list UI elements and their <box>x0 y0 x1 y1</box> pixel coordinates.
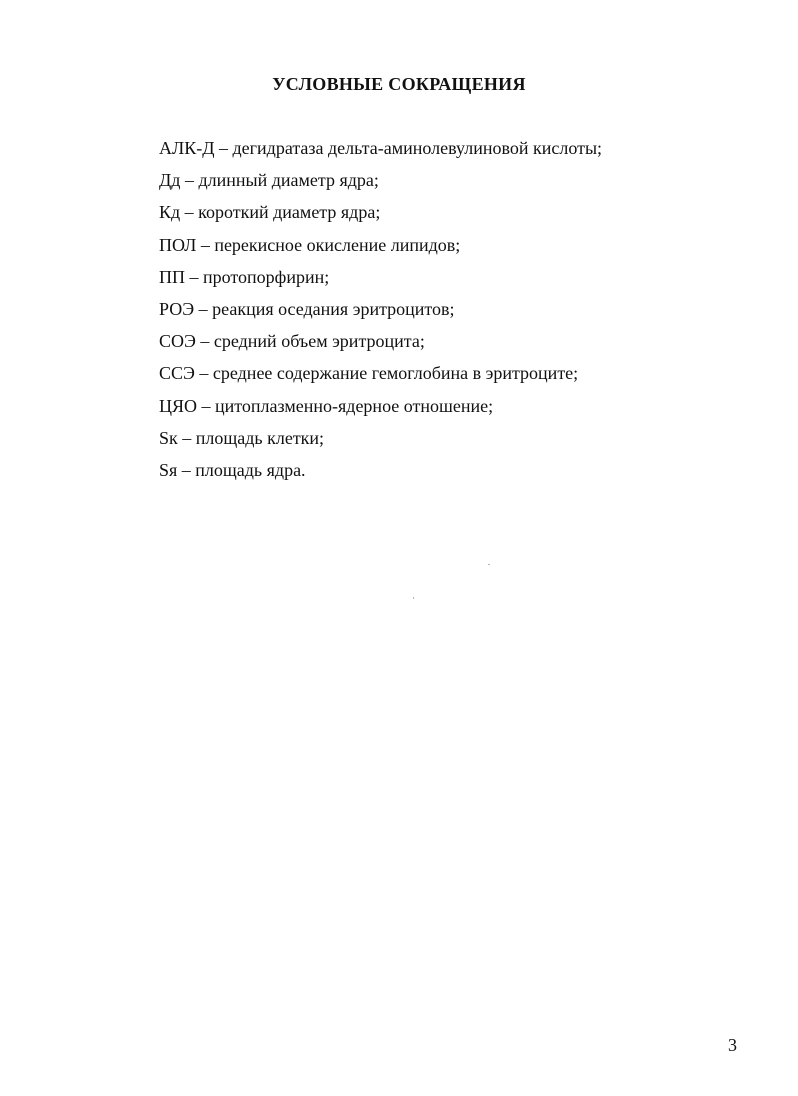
abbreviation-definition: дегидратаза дельта-аминолевулиновой кислоты; <box>232 138 603 158</box>
abbreviation-term: Кд <box>159 202 181 223</box>
scan-speck <box>413 597 414 599</box>
abbreviation-definition: протопорфирин; <box>203 266 330 287</box>
abbreviation-list <box>159 136 759 490</box>
abbreviation-term: ЦЯО <box>159 395 198 416</box>
separator: – <box>197 395 216 416</box>
list-item <box>159 394 759 426</box>
list-item <box>159 458 759 490</box>
abbreviation-term: Sя <box>159 459 178 480</box>
abbreviation-definition: площадь ядра. <box>195 459 306 480</box>
abbreviation-term: ПП <box>159 266 185 287</box>
separator: – <box>185 266 203 287</box>
separator: – <box>194 363 213 384</box>
abbreviation-definition: средний объем эритроцита; <box>213 331 425 352</box>
abbreviation-definition: площадь клетки; <box>195 427 325 448</box>
abbreviation-term: СОЭ <box>159 331 196 352</box>
list-item <box>159 136 759 168</box>
list-item <box>159 297 759 329</box>
abbreviation-term: РОЭ <box>159 298 195 319</box>
separator: – <box>194 298 213 319</box>
separator: – <box>177 459 196 480</box>
scan-speck <box>488 564 490 565</box>
abbreviation-definition: цитоплазменно-ядерное отношение; <box>215 395 494 416</box>
abbreviation-definition: реакция оседания эритроцитов; <box>212 298 455 319</box>
list-item <box>159 265 759 297</box>
page-number: 3 <box>728 1035 737 1055</box>
list-item <box>159 168 759 200</box>
abbreviation-term: АЛК-Д <box>159 138 215 158</box>
list-item <box>159 329 759 361</box>
list-item <box>159 361 759 393</box>
separator: – <box>195 331 214 352</box>
separator: – <box>196 234 215 255</box>
separator: – <box>180 202 199 223</box>
separator: – <box>177 427 196 448</box>
list-item <box>159 426 759 458</box>
separator: – <box>214 138 233 158</box>
separator: – <box>180 170 199 191</box>
abbreviation-term: ПОЛ <box>159 234 197 255</box>
page-title: УСЛОВНЫЕ СОКРАЩЕНИЯ <box>272 74 526 94</box>
abbreviation-term: ССЭ <box>159 363 195 384</box>
abbreviation-definition: короткий диаметр ядра; <box>198 202 381 223</box>
list-item <box>159 233 759 265</box>
abbreviation-definition: длинный диаметр ядра; <box>198 170 379 191</box>
abbreviation-definition: среднее содержание гемоглобина в эритроците; <box>212 363 579 384</box>
abbreviation-definition: перекисное окисление липидов; <box>214 234 461 255</box>
abbreviation-term: Дд <box>159 170 181 191</box>
abbreviation-term: Sк <box>159 427 178 448</box>
list-item <box>159 200 759 232</box>
